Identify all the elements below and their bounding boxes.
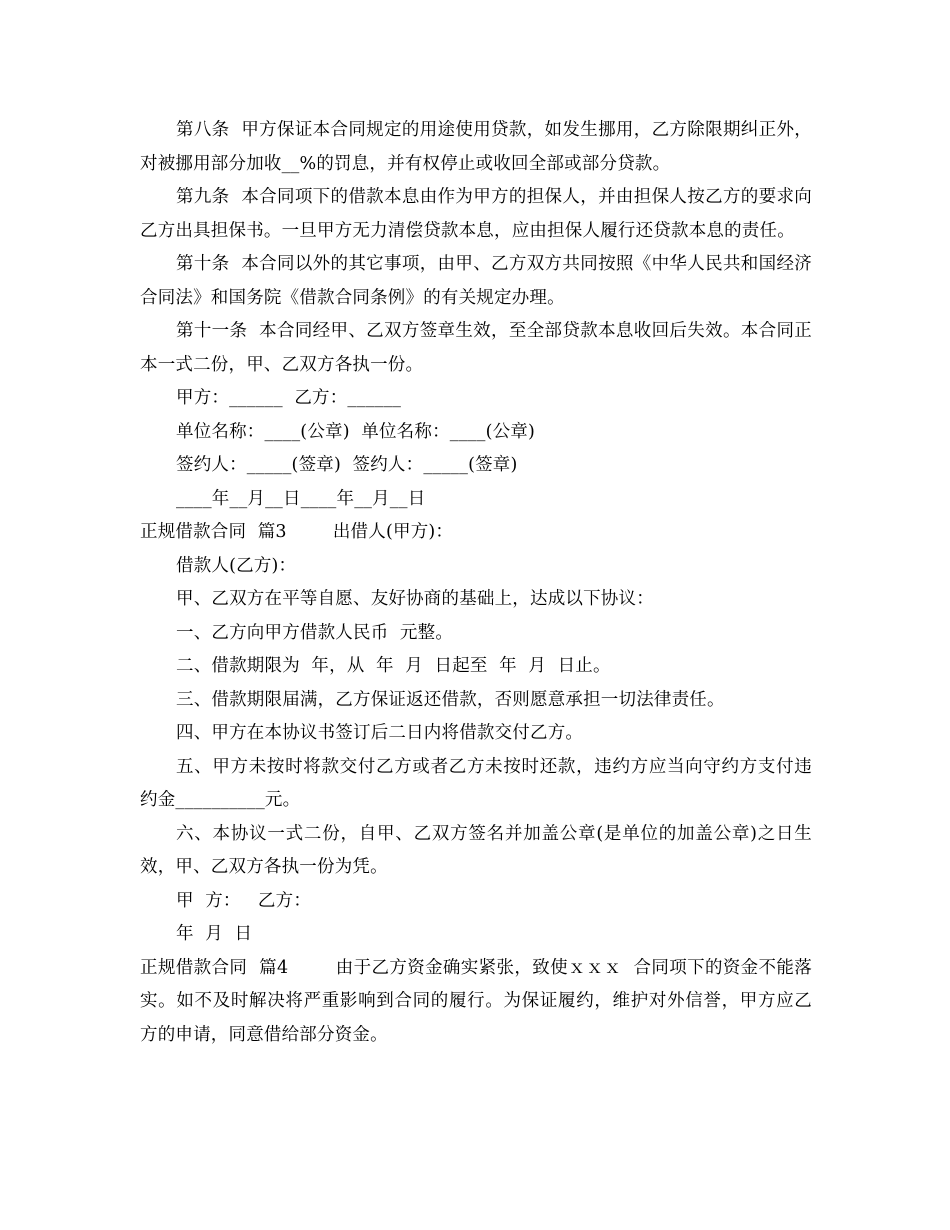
section3-clause-3: 三、借款期限届满，乙方保证返还借款，否则愿意承担一切法律责任。 [176, 689, 725, 710]
section3-clause-2: 二、借款期限为 年，从 年 月 日起至 年 月 日止。 [176, 656, 611, 676]
section3-clause-6: 六、本协议一式二份，自甲、乙双方签名并加盖公章(是单位的加盖公章)之日生效，甲、乙双方各执一份为凭。 [140, 823, 812, 877]
section3-clause-5: 五、甲方未按时将款交付乙方或者乙方未按时还款，违约方应当向守约方支付违约金__________元。 [140, 756, 812, 810]
section3-clause-4: 四、甲方在本协议书签订后二日内将借款交付乙方。 [176, 723, 584, 743]
signature-signers: 签约人：_____(签章) 签约人：_____(签章) [176, 455, 518, 475]
section3-signature-date: 年 月 日 [176, 924, 253, 944]
section3-preamble: 甲、乙双方在平等自愿、友好协商的基础上，达成以下协议： [176, 589, 654, 609]
section3-heading: 正规借款合同 篇3 出借人(甲方)： [140, 522, 454, 542]
signature-dates: ____年__月__日____年__月__日 [176, 488, 426, 509]
section4-heading: 正规借款合同 篇4 由于乙方资金确实紧张，致使ｘｘｘ 合同项下的资金不能落实。如不及时解决将严重影响到合同的履行。为保证履约，维护对外信誉，甲方应乙方的申请，同意借给部分资金。 [140, 957, 812, 1045]
section3-clause-1: 一、乙方向甲方借款人民币 元整。 [176, 622, 454, 643]
clause-8: 第八条 甲方保证本合同规定的用途使用贷款，如发生挪用，乙方除限期纠正外，对被挪用部分加收__%的罚息，并有权停止或收回全部或部分贷款。 [140, 120, 812, 174]
clause-9: 第九条 本合同项下的借款本息由作为甲方的担保人，并由担保人按乙方的要求向乙方出具担保书。一旦甲方无力清偿贷款本息，应由担保人履行还贷款本息的责任。 [140, 187, 812, 241]
section3-borrower: 借款人(乙方)： [176, 555, 297, 576]
clause-10: 第十条 本合同以外的其它事项，由甲、乙方双方共同按照《中华人民共和国经济合同法》和国务院《借款合同条例》的有关规定办理。 [140, 254, 812, 308]
signature-parties: 甲方：______ 乙方：______ [176, 388, 402, 408]
document-body [140, 114, 812, 1052]
signature-unit-names: 单位名称：____(公章) 单位名称：____(公章) [176, 421, 536, 442]
clause-11: 第十一条 本合同经甲、乙双方签章生效，至全部贷款本息收回后失效。本合同正本一式二份，甲、乙双方各执一份。 [140, 321, 812, 375]
section3-signature-parties: 甲 方： 乙方： [176, 890, 312, 911]
